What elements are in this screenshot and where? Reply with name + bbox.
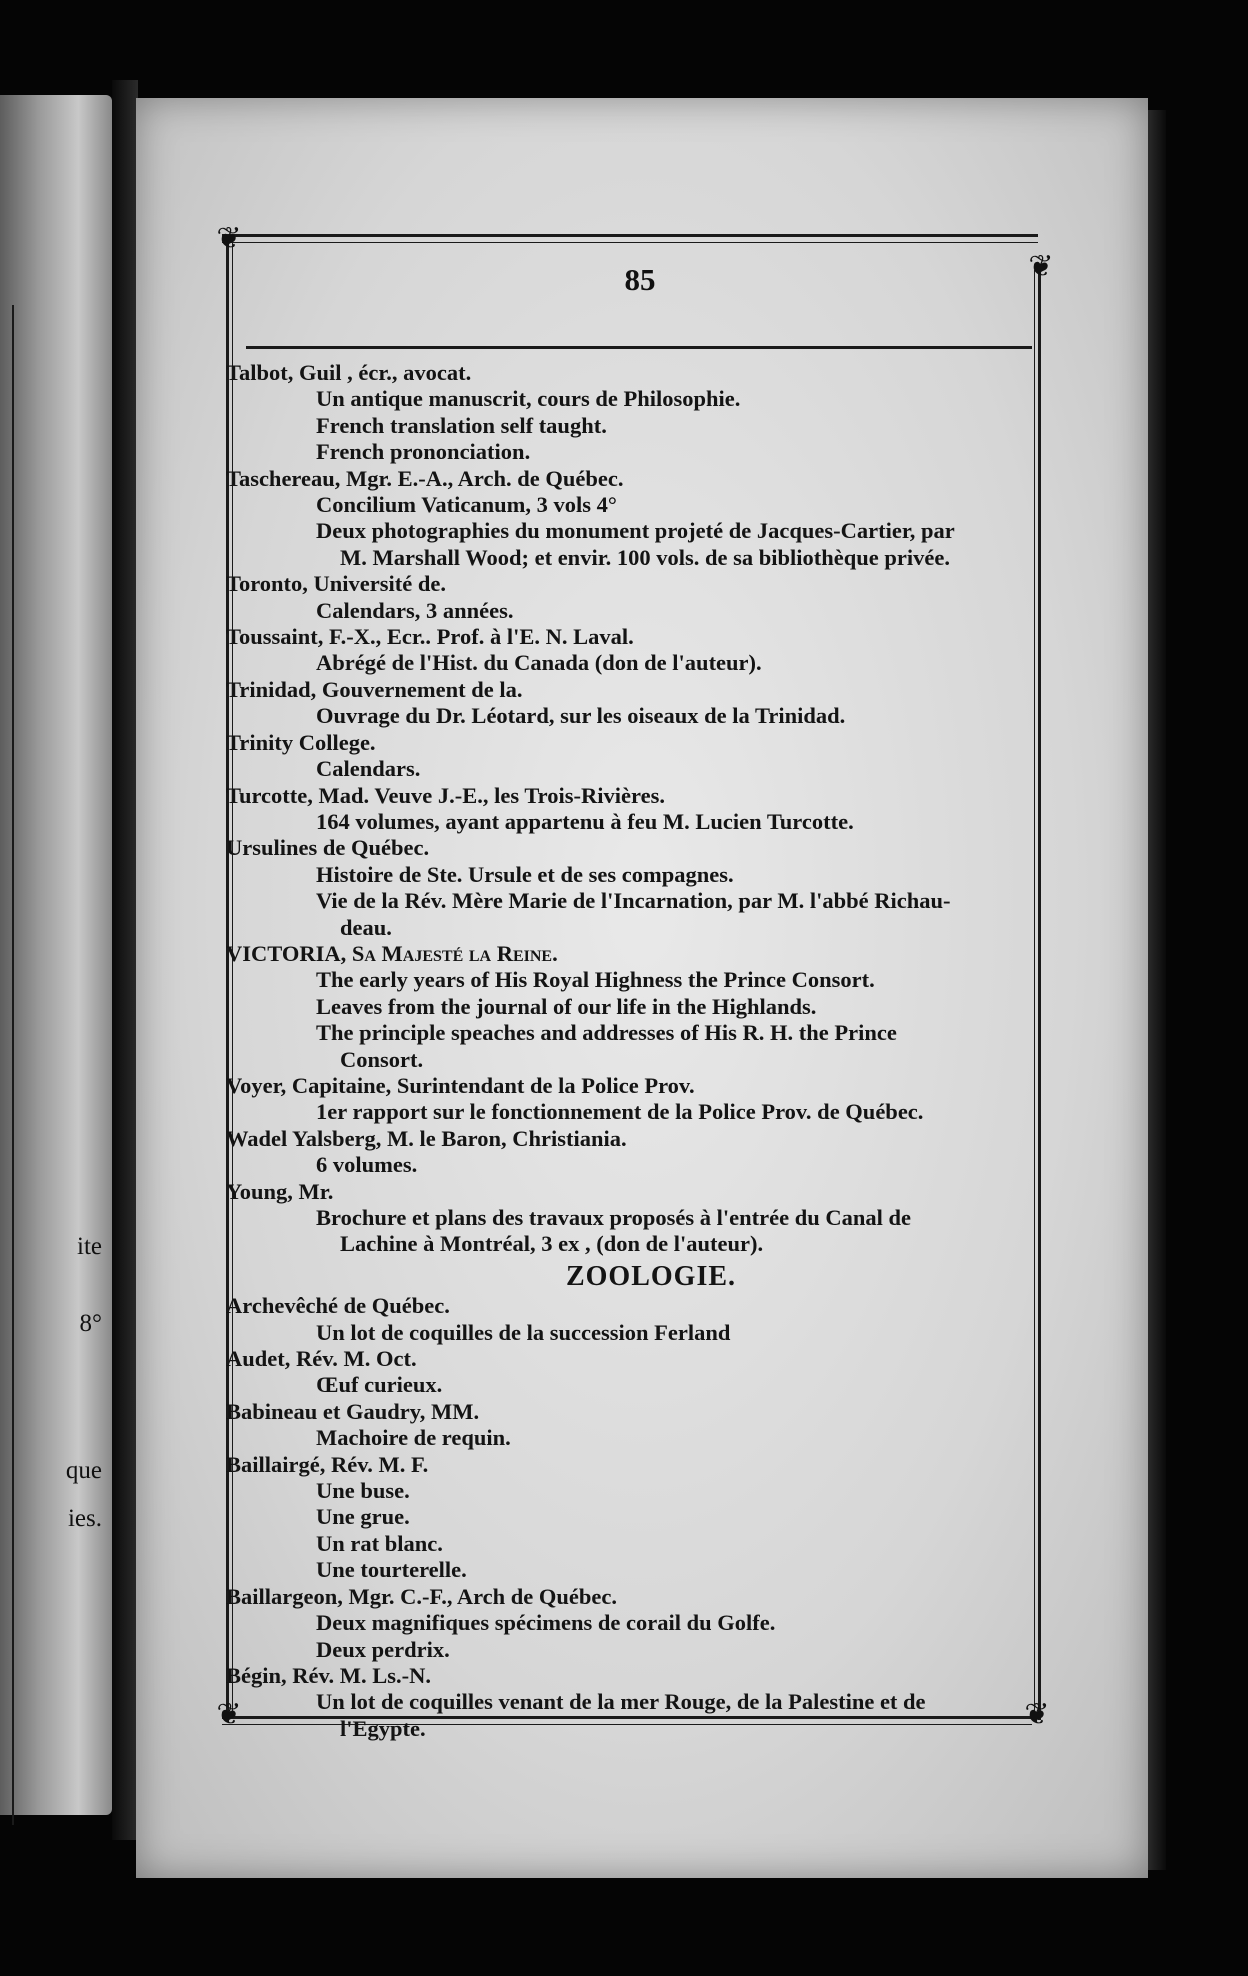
donor-name-main: VICTORIA, <box>226 940 347 966</box>
facing-page-fragment: ies. <box>67 1505 102 1532</box>
donation-item: The principle speaches and addresses of His R. H. the Prince <box>316 1020 897 1046</box>
header-rule <box>246 346 1032 349</box>
donor-entry <box>226 1452 1036 1584</box>
frame-top-rule-thin <box>222 242 1038 243</box>
corner-ornament-icon: ❦ <box>1028 250 1054 283</box>
donor-name: Turcotte, Mad. Veuve J.-E., les Trois-Rivières. <box>226 782 665 808</box>
page-number: 85 <box>624 262 656 297</box>
corner-ornament-icon: ❦ <box>1024 1698 1050 1731</box>
donor-entry <box>226 677 1036 730</box>
donor-list <box>226 360 1036 941</box>
donation-item: French prononciation. <box>316 439 531 465</box>
donor-name: Baillairgé, Rév. M. F. <box>226 1451 429 1477</box>
donation-item: Calendars, 3 années. <box>316 597 514 623</box>
donor-list-zoologie <box>226 1293 1036 1742</box>
donation-item: Vie de la Rév. Mère Marie de l'Incarnation, par M. l'abbé Richau- <box>316 888 951 914</box>
donation-item: Machoire de requin. <box>316 1425 511 1451</box>
donor-entry <box>226 1073 1036 1126</box>
donor-entry <box>226 1399 1036 1452</box>
donor-name: Babineau et Gaudry, MM. <box>226 1398 480 1424</box>
donor-name: Wadel Yalsberg, M. le Baron, Christiania. <box>226 1125 627 1151</box>
donor-name: Ursulines de Québec. <box>226 835 430 861</box>
donor-name: Talbot, Guil , écr., avocat. <box>226 360 472 385</box>
donor-name <box>226 941 1036 967</box>
donor-name: Taschereau, Mgr. E.-A., Arch. de Québec. <box>226 465 624 491</box>
corner-ornament-icon: ❦ <box>216 1698 242 1731</box>
donor-entry <box>226 466 1036 572</box>
donor-entry <box>226 1126 1036 1179</box>
donation-item: Brochure et plans des travaux proposés à l'entrée du Canal de <box>316 1205 912 1230</box>
donor-name: Trinity College. <box>226 729 376 755</box>
donor-entry <box>226 835 1036 941</box>
donor-entry <box>226 1293 1036 1346</box>
donation-item: The early years of His Royal Highness the Prince Consort. <box>316 967 875 993</box>
book-gutter <box>112 80 138 1840</box>
facing-page-fragment: ite <box>77 1233 102 1260</box>
donation-item: 6 volumes. <box>316 1152 418 1178</box>
corner-ornament-icon: ❦ <box>216 222 242 255</box>
donation-item: Une tourterelle. <box>316 1557 467 1583</box>
donor-entry <box>226 1346 1036 1399</box>
donor-name: Trinidad, Gouvernement de la. <box>226 676 523 702</box>
donation-item-continuation: Consort. <box>340 1046 424 1072</box>
donor-entry <box>226 783 1036 836</box>
donor-name: Baillargeon, Mgr. C.-F., Arch de Québec. <box>226 1583 618 1609</box>
donation-item-continuation: l'Egypte. <box>340 1715 426 1741</box>
donation-item: Leaves from the journal of our life in the Highlands. <box>316 993 817 1019</box>
frame-right-rule <box>1038 270 1041 1720</box>
donor-name: Young, Mr. <box>226 1178 334 1204</box>
donation-item: 164 volumes, ayant appartenu à feu M. Lucien Turcotte. <box>316 808 854 834</box>
donor-entry <box>226 624 1036 677</box>
donation-item: Histoire de Ste. Ursule et de ses compagnes. <box>316 861 734 887</box>
donor-name: Toronto, Université de. <box>226 571 447 597</box>
facing-page-fragment: que <box>65 1457 102 1484</box>
donation-item: 1er rapport sur le fonctionnement de la Police Prov. de Québec. <box>316 1099 924 1125</box>
donation-item-continuation: deau. <box>340 914 392 940</box>
donation-item: Abrégé de l'Hist. du Canada (don de l'auteur). <box>316 650 762 676</box>
donation-item: Un rat blanc. <box>316 1530 443 1556</box>
donor-name: Archevêché de Québec. <box>226 1293 450 1319</box>
donor-entry <box>226 730 1036 783</box>
donor-title: Sa Majesté la Reine. <box>351 940 558 966</box>
donor-entry <box>226 360 1036 466</box>
page-edge-shadow <box>1148 110 1166 1870</box>
frame-top-rule <box>222 234 1038 237</box>
donor-name: Voyer, Capitaine, Surintendant de la Police Prov. <box>226 1072 695 1098</box>
donation-item-continuation: M. Marshall Wood; et envir. 100 vols. de sa bibliothèque privée. <box>340 544 951 570</box>
donation-item: Une grue. <box>316 1504 410 1530</box>
donation-item: Ouvrage du Dr. Léotard, sur les oiseaux de la Trinidad. <box>316 703 846 729</box>
donation-item: Deux photographies du monument projeté de Jacques-Cartier, par <box>316 518 955 544</box>
donation-item: Concilium Vaticanum, 3 vols 4° <box>316 492 617 518</box>
donor-entry <box>226 1179 1036 1258</box>
donation-item: Un lot de coquilles venant de la mer Rouge, de la Palestine et de <box>316 1689 926 1715</box>
donor-entry <box>226 1584 1036 1663</box>
donation-item: Œuf curieux. <box>316 1372 443 1398</box>
donation-item: Calendars. <box>316 756 421 782</box>
facing-page-rule <box>12 305 14 1825</box>
donor-entry <box>226 1663 1036 1742</box>
donation-list <box>226 967 1036 1073</box>
donation-item-continuation: Lachine à Montréal, 3 ex , (don de l'auteur). <box>340 1231 764 1257</box>
catalogue-content <box>226 360 1036 1742</box>
donor-name: Audet, Rév. M. Oct. <box>226 1346 417 1372</box>
donation-item: French translation self taught. <box>316 412 607 438</box>
donor-name: Bégin, Rév. M. Ls.-N. <box>226 1662 431 1688</box>
facing-page-fragment: 8° <box>79 1310 102 1337</box>
donation-item: Un lot de coquilles de la succession Ferland <box>316 1319 731 1345</box>
donation-item: Deux perdrix. <box>316 1636 450 1662</box>
donor-list <box>226 1073 1036 1258</box>
donation-item: Une buse. <box>316 1478 410 1504</box>
facing-page-edge <box>0 95 112 1815</box>
donor-entry <box>226 571 1036 624</box>
donation-item: Un antique manuscrit, cours de Philosophie. <box>316 386 741 412</box>
donor-entry <box>226 941 1036 1073</box>
section-title: ZOOLOGIE. <box>565 1260 737 1292</box>
donor-name: Toussaint, F.-X., Ecr.. Prof. à l'E. N. Laval. <box>226 624 634 650</box>
donation-item: Deux magnifiques spécimens de corail du Golfe. <box>316 1610 776 1636</box>
